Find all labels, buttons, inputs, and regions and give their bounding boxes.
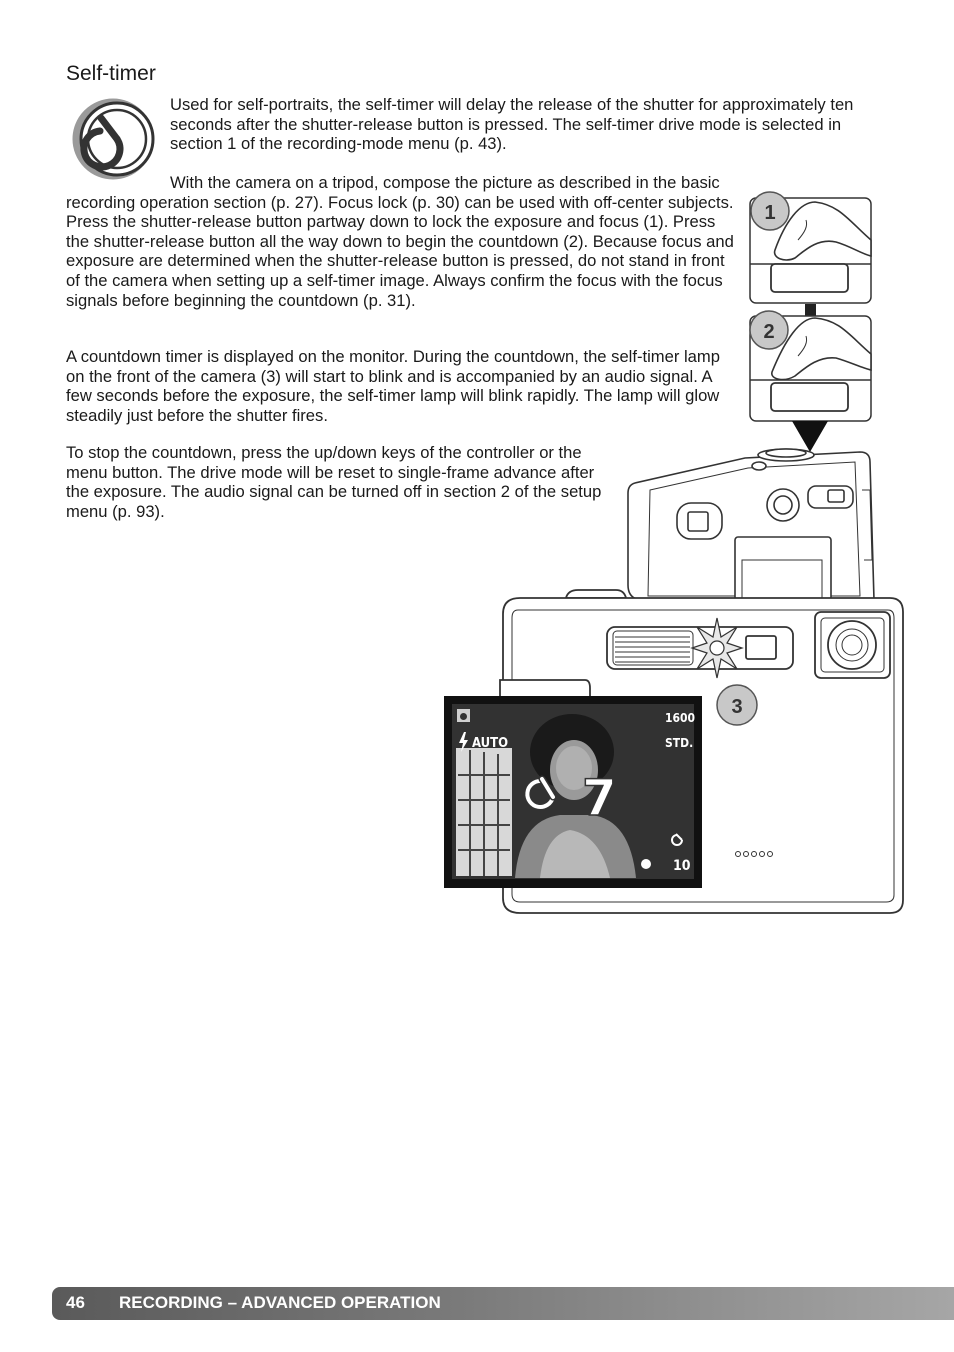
arrow-down-icon [792, 421, 828, 452]
page-number: 46 [66, 1293, 85, 1312]
countdown-paragraph: A countdown timer is displayed on the monitor. During the countdown, the self-timer lamp on the front of the camera (3) will start to blink and is accompanied by an audio signal. A few seconds before the exposure, the self-timer lamp will blink rapidly. The lamp will glow steadily just before the shutter fires. [66, 347, 720, 425]
monitor-display [444, 696, 702, 888]
intro-paragraph: Used for self-portraits, the self-timer will delay the release of the shutter for approximately ten seconds after the shutter-release button is pressed. The self-timer drive mode is selected in section 1 of the recording-mode menu (p. 43). [170, 95, 854, 154]
section-title: Self-timer [66, 62, 156, 85]
step2-callout: 2 [763, 321, 775, 343]
flash-mode-label: AUTO [472, 736, 509, 751]
quality-label: STD. [665, 736, 694, 750]
step1-panel [750, 192, 871, 303]
section-name: RECORDING – ADVANCED OPERATION [119, 1293, 441, 1312]
countdown-number: 7 [582, 769, 617, 827]
frames-remaining-label: 10 [673, 858, 691, 874]
step1-callout: 1 [764, 202, 776, 224]
step2-panel [750, 311, 871, 421]
tripod-paragraph-text: With the camera on a tripod, compose the picture as described in the basic recording operation section (p. 27). Focus lock (p. 30) can be used with off-center subjects. Press the shutter-release button partway down to lock the exposure and focus (1). Press the shutter-release button all the way down to begin the countdown (2). Because focus and exposure are determined when the shutter-release button is pressed, do not stand in front of the camera when setting up a self-timer image. Always confirm the focus with the focus signals before beginning the countdown (p. 31). [66, 173, 734, 310]
camera-back [628, 449, 874, 600]
step3-callout: 3 [731, 696, 743, 718]
resolution-label: 1600 [665, 711, 696, 725]
stop-countdown-paragraph: To stop the countdown, press the up/down keys of the controller or the menu button. The drive mode will be reset to single-frame advance after the exposure. The audio signal can be turned off in section 2 of the setup menu (p. 93). [66, 443, 602, 521]
